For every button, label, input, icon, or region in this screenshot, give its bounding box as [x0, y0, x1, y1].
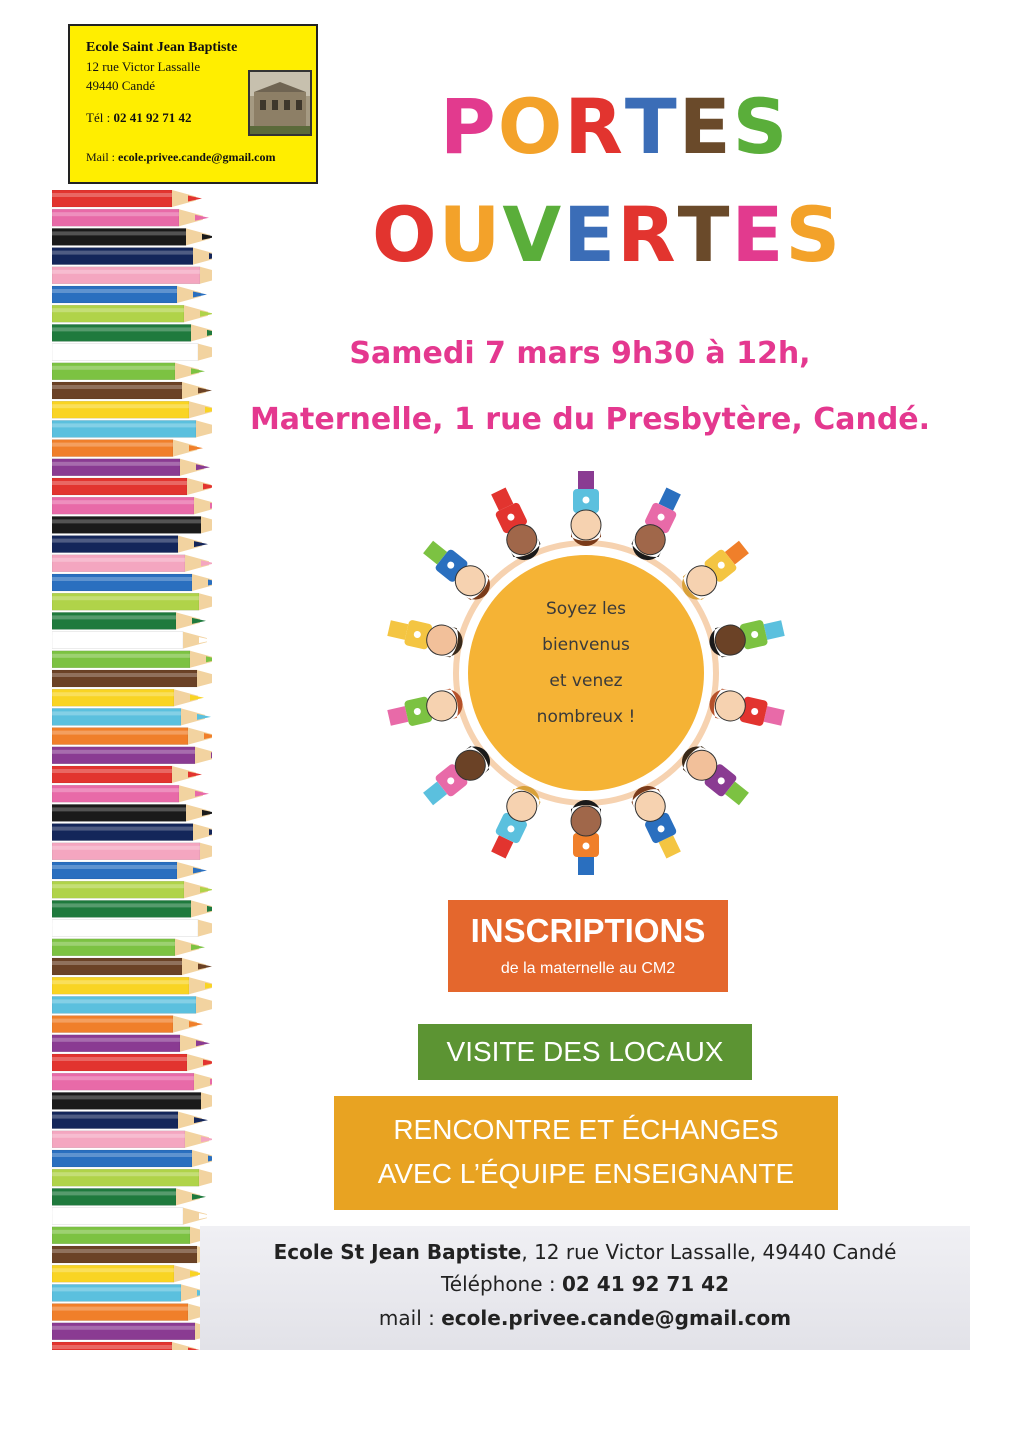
welcome-line-4: nombreux ! [536, 707, 636, 727]
child-figure [628, 484, 688, 565]
child-figure [628, 781, 688, 862]
inscriptions-banner [448, 900, 728, 992]
child-figure [386, 687, 466, 733]
title-letter: R [564, 82, 625, 171]
pencil [52, 555, 212, 572]
pencil [52, 324, 212, 341]
footer-contact [200, 1226, 970, 1350]
event-location: Maternelle, 1 rue du Presbytère, Candé. [249, 402, 931, 437]
footer-school-name: Ecole St Jean Baptiste [273, 1240, 522, 1264]
inscriptions-subtitle: de la maternelle au CM2 [500, 960, 676, 977]
header-city: 49440 Candé [86, 78, 155, 93]
pencils-svg [52, 190, 212, 1350]
footer-street: , 12 rue Victor Lassalle, 49440 Candé [521, 1240, 897, 1264]
footer-address [200, 1240, 970, 1264]
pencil [52, 1304, 212, 1321]
pencil [52, 728, 212, 745]
title-letter: R [617, 190, 678, 279]
footer-phone-label: Téléphone : [440, 1272, 562, 1296]
pencil [52, 1073, 212, 1090]
pencil [52, 651, 212, 668]
school-header-card [68, 24, 318, 184]
pencil [52, 708, 211, 725]
title-letter: E [563, 190, 618, 279]
child-figure [419, 740, 496, 810]
pencil [52, 574, 212, 591]
header-mail-label: Mail : [86, 150, 118, 164]
pencil [52, 1208, 212, 1225]
pencil [52, 1131, 212, 1148]
title-letter: U [438, 190, 503, 279]
pencil [52, 1342, 202, 1350]
pencil [52, 286, 207, 303]
pencil [52, 478, 212, 495]
pencil [52, 1112, 208, 1129]
rencontre-line-1: RENCONTRE ET ÉCHANGES [393, 1114, 779, 1145]
inscriptions-title: INSCRIPTIONS [470, 912, 706, 949]
pencil [52, 497, 212, 514]
pencil [52, 1054, 212, 1071]
pencil [52, 804, 212, 821]
pencil [52, 516, 212, 533]
pencil [52, 1284, 211, 1301]
pencil [52, 440, 203, 457]
pencils-illustration [52, 190, 212, 1350]
welcome-circle [468, 555, 704, 791]
header-street: 12 rue Victor Lassalle [86, 59, 201, 74]
child-figure [706, 613, 786, 659]
title-letter: T [624, 82, 679, 171]
child-figure [485, 781, 545, 862]
pencil [52, 305, 212, 322]
pencil [52, 459, 210, 476]
pencil [52, 228, 212, 245]
header-mail [86, 150, 275, 165]
pencil [52, 209, 209, 226]
pencil [52, 766, 202, 783]
child-figure [386, 613, 466, 659]
pencil [52, 996, 212, 1013]
child-figure [676, 740, 753, 810]
children-circle-illustration [360, 455, 820, 895]
title-portes [440, 82, 820, 171]
pencil [52, 420, 212, 437]
pencil [52, 382, 212, 399]
pencil [52, 1150, 212, 1167]
footer-phone-value: 02 41 92 71 42 [562, 1272, 730, 1296]
welcome-line-1: Soyez les [545, 599, 627, 619]
title-letter: V [502, 190, 564, 279]
title-ouvertes [372, 190, 872, 279]
rencontre-banner [334, 1096, 838, 1210]
pencil [52, 843, 212, 860]
child-figure [571, 800, 601, 875]
pencil [52, 632, 212, 649]
pencil [52, 1323, 212, 1340]
pencil [52, 363, 205, 380]
header-school-name: Ecole Saint Jean Baptiste [86, 40, 238, 55]
child-figure [676, 535, 753, 605]
pencil [52, 1092, 212, 1109]
pencil [52, 939, 205, 956]
welcome-line-2: bienvenus [542, 635, 630, 655]
pencil [52, 747, 212, 764]
pencil [52, 267, 212, 284]
title-letter: O [497, 82, 565, 171]
visite-banner [418, 1024, 752, 1080]
title-letter: O [372, 190, 439, 279]
title-letter: S [785, 190, 843, 279]
pencil [52, 593, 212, 610]
header-phone-value: 02 41 92 71 42 [113, 110, 192, 125]
child-figure [571, 471, 601, 546]
pencil [52, 248, 212, 265]
pencil [52, 977, 212, 994]
header-phone [86, 110, 191, 126]
title-letter: E [678, 82, 733, 171]
event-date: Samedi 7 mars 9h30 à 12h, [349, 336, 811, 371]
rencontre-line-2: AVEC L’ÉQUIPE ENSEIGNANTE [377, 1158, 795, 1189]
pencil [52, 824, 212, 841]
welcome-line-3: et venez [549, 671, 623, 691]
pencil [52, 344, 212, 361]
child-figure [419, 535, 496, 605]
pencil [52, 900, 212, 917]
child-figure [706, 687, 786, 733]
pencil [52, 689, 204, 706]
footer-mail [200, 1306, 970, 1330]
child-figure [485, 484, 545, 565]
visite-label: VISITE DES LOCAUX [446, 1036, 724, 1067]
pencil [52, 785, 209, 802]
footer-mail-label: mail : [378, 1306, 442, 1330]
pencil [52, 1265, 204, 1282]
pencil [52, 1227, 212, 1244]
footer-phone [200, 1272, 970, 1296]
header-phone-label: Tél : [86, 110, 114, 125]
pencil [52, 1169, 212, 1186]
pencil [52, 920, 212, 937]
pencil [52, 190, 202, 207]
pencil [52, 612, 206, 629]
pencil [52, 401, 212, 418]
header-mail-value: ecole.privee.cande@gmail.com [118, 150, 276, 164]
footer-mail-value: ecole.privee.cande@gmail.com [441, 1306, 792, 1330]
title-letter: S [732, 82, 790, 171]
pencil [52, 1188, 206, 1205]
pencil [52, 1016, 203, 1033]
pencil [52, 670, 212, 687]
pencil [52, 958, 212, 975]
pencil [52, 536, 208, 553]
pencil [52, 1035, 210, 1052]
title-letter: T [677, 190, 732, 279]
school-building-photo [248, 70, 312, 136]
pencil [52, 862, 207, 879]
pencil [52, 1246, 212, 1263]
title-letter: E [731, 190, 786, 279]
pencil [52, 881, 212, 898]
title-letter: P [440, 82, 498, 171]
